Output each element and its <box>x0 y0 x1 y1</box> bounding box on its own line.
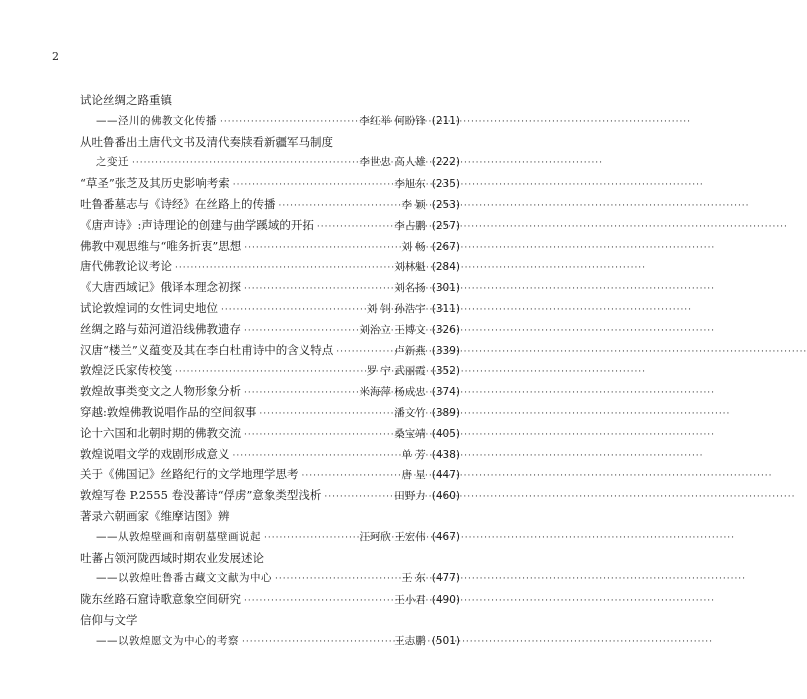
toc-entry-title: 唐代佛教论议考论 <box>80 259 172 274</box>
toc-entry-page: (447) <box>431 469 460 482</box>
toc-entry-title: 敦煌故事类变文之人物形象分析 <box>80 384 241 399</box>
toc-entry-title: 丝绸之路与茹河道沿线佛教遗存 <box>80 321 241 336</box>
toc-entry-page: (405) <box>431 427 460 440</box>
toc-entry-title: 试论丝绸之路重镇 <box>80 93 172 107</box>
dot-leader <box>244 427 391 444</box>
toc-entry-title: 汉唐“楼兰”义蕴变及其在李白杜甫诗中的含义特点 <box>80 342 334 357</box>
toc-entry <box>80 258 460 279</box>
toc-entry-title: ——以敦煌愿文为中心的考察 <box>96 634 239 647</box>
dot-leader <box>317 219 391 236</box>
toc-entry-page: (467) <box>431 530 460 543</box>
toc-entry-title: 关于《佛国记》丝路纪行的文学地理学思考 <box>80 467 299 482</box>
toc-entry-page: (222) <box>431 156 460 169</box>
toc-entry-authors: 王 东 <box>401 572 426 585</box>
dot-leader <box>175 260 391 277</box>
toc-entry <box>80 550 460 571</box>
toc-entry <box>80 466 460 487</box>
toc-entry-authors: 汪珂欣 王宏伟 <box>359 530 426 543</box>
toc-entry-title: “草圣”张芝及其历史影响考索 <box>80 176 230 191</box>
toc-entry <box>80 154 460 175</box>
toc-entry-title: 《唐声诗》:声诗理论的创建与曲学蹊域的开拓 <box>80 217 314 232</box>
toc-entry <box>80 196 460 217</box>
dot-leader <box>233 177 392 194</box>
dot-leader <box>336 344 391 361</box>
toc-entry-page: (311) <box>431 302 460 315</box>
dot-leader <box>264 530 356 547</box>
toc-entry-page: (477) <box>431 572 460 585</box>
toc-entry-page: (284) <box>431 261 460 274</box>
toc-entry <box>80 383 460 404</box>
toc-entry-title: ——从敦煌壁画和南朝墓壁画说起 <box>96 530 261 543</box>
toc-entry <box>80 570 460 591</box>
toc-entry-page: (501) <box>431 634 460 647</box>
toc-entry-authors: 罗 宁 武丽霞 <box>366 365 426 378</box>
toc-entry-authors: 单 芳 <box>401 448 426 461</box>
toc-entry-title: 《大唐西域记》俄译本理念初探 <box>80 280 241 295</box>
toc-entry <box>80 508 460 529</box>
toc-entry <box>80 446 460 467</box>
dot-leader <box>175 364 364 381</box>
toc-entry-title: ——泾川的佛教文化传播 <box>96 114 217 127</box>
toc-entry <box>80 238 460 259</box>
toc-entry <box>80 342 460 363</box>
toc-entry-authors: 刘名扬 <box>394 282 426 295</box>
dot-leader <box>244 281 391 298</box>
toc-entry-page: (460) <box>431 490 460 503</box>
toc-entry-title: 敦煌说唱文学的戏剧形成意义 <box>80 446 230 461</box>
toc-entry-authors: 唐 星 <box>401 469 426 482</box>
toc-entry-title: 从吐鲁番出土唐代文书及清代奏牍看新疆军马制度 <box>80 134 333 149</box>
table-of-contents <box>80 92 460 654</box>
toc-entry-page: (211) <box>431 114 460 127</box>
toc-entry <box>80 404 460 425</box>
toc-entry-title: ——以敦煌吐鲁番古藏文文献为中心 <box>96 572 272 585</box>
dot-leader <box>324 489 391 506</box>
toc-entry-authors: 李 颖 <box>401 198 426 211</box>
toc-entry-authors: 刘林魁 <box>394 261 426 274</box>
toc-entry-page: (301) <box>431 282 460 295</box>
toc-entry <box>80 487 460 508</box>
dot-leader <box>233 448 399 465</box>
toc-entry-authors: 王小君 <box>394 594 426 607</box>
toc-entry-page: (235) <box>431 178 460 191</box>
toc-entry-page: (253) <box>431 198 460 211</box>
dot-leader <box>242 634 391 651</box>
dot-leader <box>279 198 399 215</box>
toc-entry-authors: 刘 钊 孙浩宇 <box>366 302 426 315</box>
toc-entry <box>80 134 460 155</box>
toc-entry-title: 吐鲁番墓志与《诗经》在丝路上的传播 <box>80 196 276 211</box>
dot-leader <box>221 302 364 319</box>
dot-leader <box>259 406 391 423</box>
toc-entry-page: (257) <box>431 219 460 232</box>
toc-entry-authors: 潘文竹 <box>394 406 426 419</box>
toc-entry-title: 敦煌写卷 P.2555 卷没蕃诗“俘虏”意象类型浅析 <box>80 488 322 503</box>
toc-entry-title: 吐蕃占领河陇西域时期农业发展述论 <box>80 550 264 565</box>
toc-entry <box>80 425 460 446</box>
toc-entry-authors: 刘 畅 <box>401 240 426 253</box>
dot-leader <box>220 114 356 131</box>
toc-entry-title: 陇东丝路石窟诗歌意象空间研究 <box>80 592 241 607</box>
dot-leader <box>132 155 356 172</box>
toc-entry <box>80 321 460 342</box>
toc-entry-title: 敦煌泛氏家传校笺 <box>80 363 172 378</box>
toc-entry-authors: 王志鹏 <box>394 634 426 647</box>
toc-entry-authors: 卢新燕 <box>394 344 426 357</box>
toc-entry-page: (438) <box>431 448 460 461</box>
toc-entry-title: 穿越:敦煌佛教说唱作品的空间叙事 <box>80 404 257 419</box>
toc-entry-page: (389) <box>431 406 460 419</box>
toc-entry-page: (326) <box>431 323 460 336</box>
toc-entry <box>80 529 460 550</box>
toc-entry-page: (267) <box>431 240 460 253</box>
toc-entry <box>80 92 460 113</box>
dot-leader <box>302 468 399 485</box>
toc-entry <box>80 612 460 633</box>
toc-entry <box>80 175 460 196</box>
toc-entry-title: 试论敦煌词的女性词史地位 <box>80 300 218 315</box>
toc-entry-authors: 李旭东 <box>394 178 426 191</box>
dot-leader <box>244 240 398 257</box>
toc-entry <box>80 113 460 134</box>
toc-entry-title: 信仰与文学 <box>80 612 138 627</box>
toc-entry <box>80 362 460 383</box>
toc-entry-title: 论十六国和北朝时期的佛教交流 <box>80 425 241 440</box>
dot-leader <box>244 323 356 340</box>
toc-entry-authors: 李红举 何盼锋 <box>359 114 426 127</box>
toc-entry <box>80 217 460 238</box>
toc-entry <box>80 279 460 300</box>
toc-entry <box>80 591 460 612</box>
toc-entry-title: 著录六朝画家《维摩诘图》辨 <box>80 508 230 523</box>
toc-entry-authors: 李世忠 高人雄 <box>359 156 426 169</box>
page-number: 2 <box>52 50 59 63</box>
toc-entry <box>80 300 460 321</box>
toc-entry <box>80 633 460 654</box>
dot-leader <box>244 385 356 402</box>
toc-entry-authors: 米海萍 杨成忠 <box>359 386 426 399</box>
toc-entry-authors: 桑宝靖 <box>394 427 426 440</box>
dot-leader <box>275 571 398 588</box>
toc-entry-authors: 刘治立 王博文 <box>359 323 426 336</box>
toc-entry-authors: 田野力 <box>394 490 426 503</box>
toc-entry-page: (374) <box>431 386 460 399</box>
toc-entry-title: 之变迁 <box>96 156 129 169</box>
toc-entry-page: (339) <box>431 344 460 357</box>
toc-entry-title: 佛教中观思维与“唯务折衷”思想 <box>80 238 242 253</box>
dot-leader <box>244 593 391 610</box>
toc-entry-page: (490) <box>431 594 460 607</box>
toc-entry-page: (352) <box>431 365 460 378</box>
toc-entry-authors: 李占鹏 <box>394 219 426 232</box>
